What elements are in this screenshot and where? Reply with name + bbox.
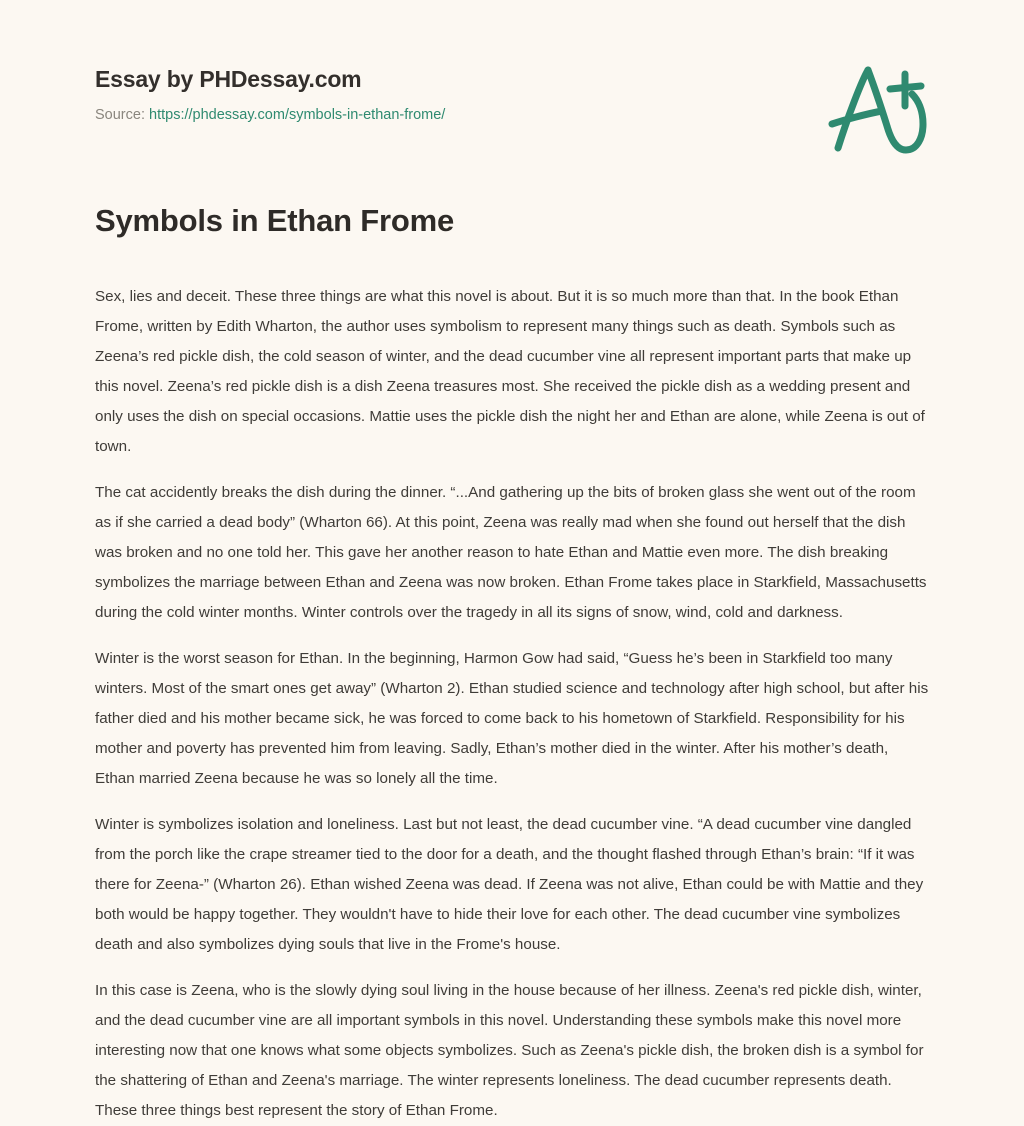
source-label: Source: bbox=[95, 107, 145, 123]
source-url-link[interactable]: https://phdessay.com/symbols-in-ethan-frome/ bbox=[149, 107, 446, 123]
essay-paragraph: Winter is the worst season for Ethan. In the beginning, Harmon Gow had said, “Guess he’s been in Starkfield too many winters. Most of the smart ones get away” (Wharton 2). Ethan studied science and technology after high school, but after his father died and his mother became sick, he was forced to come back to his hometown of Starkfield. Responsibility for his mother and poverty has prevented him from leaving. Sadly, Ethan’s mother died in the winter. After his mother’s death, Ethan married Zeena because he was so lonely all the time. bbox=[95, 650, 929, 788]
essay-paragraph: In this case is Zeena, who is the slowly dying soul living in the house because of her illness. Zeena's red pickle dish, winter, and the dead cucumber vine are all important symbols in this novel. Understanding these symbols make this novel more interesting now that one knows what some objects symbolizes. Such as Zeena's pickle dish, the broken dish is a symbol for the shattering of Ethan and Zeena's marriage. The winter represents loneliness. The dead cucumber represents death. These three things best represent the story of Ethan Frome. bbox=[95, 982, 924, 1120]
essay-body bbox=[95, 238, 929, 1126]
page-title: Symbols in Ethan Frome bbox=[95, 203, 455, 238]
essay-paragraph: Sex, lies and deceit. These three things are what this novel is about. But it is so much more than that. In the book Ethan Frome, written by Edith Wharton, the author uses symbolism to represent many things such as death. Symbols such as Zeena’s red pickle dish, the cold season of winter, and the dead cucumber vine all represent important parts that make up this novel. Zeena’s red pickle dish is a dish Zeena treasures most. She received the pickle dish as a wedding present and only uses the dish on special occasions. Mattie uses the pickle dish the night her and Ethan are alone, while Zeena is out of town. bbox=[95, 288, 925, 456]
essay-paragraph: Winter is symbolizes isolation and loneliness. Last but not least, the dead cucumber vine. “A dead cucumber vine dangled from the porch like the crape streamer tied to the door for a death, and the thought flashed through Ethan’s brain: “If it was there for Zeena-” (Wharton 26). Ethan wished Zeena was dead. If Zeena was not alive, Ethan could be with Mattie and they both would be happy together. They wouldn't have to hide their love for each other. The dead cucumber vine symbolizes death and also symbolizes dying souls that live in the Frome's house. bbox=[95, 816, 924, 954]
brand-attribution: Essay by PHDessay.com bbox=[95, 66, 362, 92]
masthead bbox=[95, 0, 929, 123]
a-plus-logo bbox=[822, 58, 934, 162]
source-line bbox=[95, 108, 929, 123]
essay-paragraph: The cat accidently breaks the dish during the dinner. “...And gathering up the bits of broken glass she went out of the room as if she carried a dead body” (Wharton 66). At this point, Zeena was really mad when she found out herself that the dish was broken and no one told her. This gave her another reason to hate Ethan and Mattie even more. The dish breaking symbolizes the marriage between Ethan and Zeena was now broken. Ethan Frome takes place in Starkfield, Massachusetts during the cold winter months. Winter controls over the tragedy in all its signs of snow, wind, cold and darkness. bbox=[95, 484, 927, 622]
